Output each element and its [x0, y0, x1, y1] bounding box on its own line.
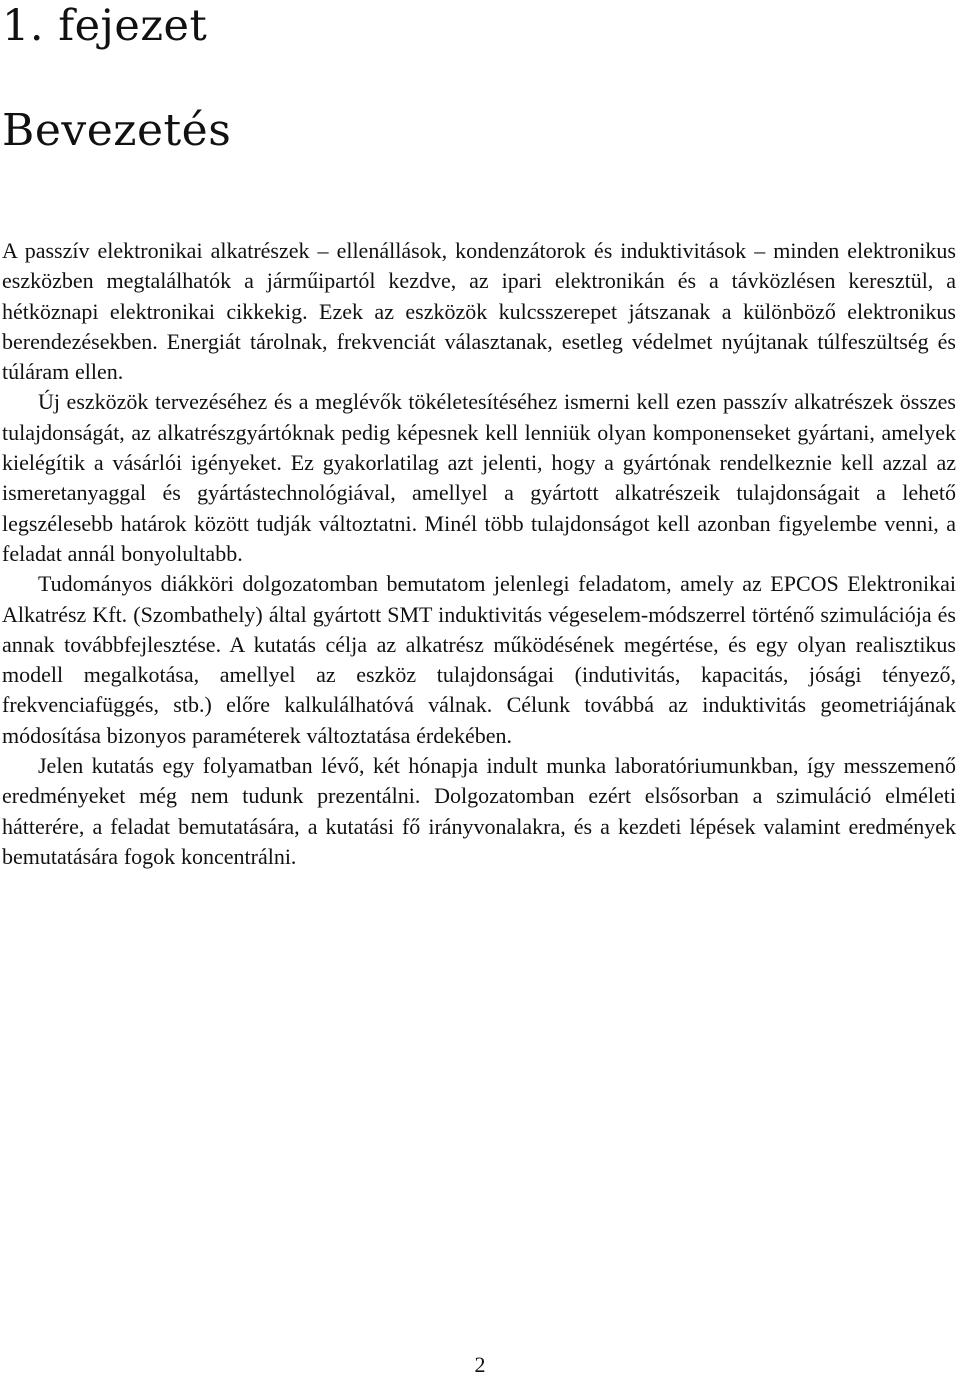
paragraph-intro: A passzív elektronikai alkatrészek – ellenállások, kondenzátorok és induktivitások – minden elektronikus eszközben megtalálhatók a járműipartól kezdve, az ipari elektronikán és a távközlésen keresztül, a hétköznapi elektronikai cikkekig. Ezek az eszközök kulcsszerepet játszanak a különböző elektronikus berendezésekben. Energiát tárolnak, frekvenciát választanak, esetleg védelmet nyújtanak túlfeszültség és túláram ellen. — [2, 238, 956, 385]
page-number: 2 — [474, 1352, 486, 1377]
document-page — [2, 0, 956, 1378]
body-text — [2, 236, 956, 872]
chapter-title: Bevezetés — [2, 105, 232, 156]
paragraph-requirements: Új eszközök tervezéséhez és a meglévők tökéletesítéséhez ismerni kell ezen passzív alkatrészek összes tulajdonságát, az alkatrészgyártóknak pedig képesnek kell lenniük olyan komponenseket gyártani, amelyek kielégítik a vásárlói igényeket. Ez gyakorlatilag azt jelenti, hogy a gyártónak rendelkeznie kell azzal az ismeretanyaggal és gyártástechnológiával, amellyel a gyártott alkatrészeik tulajdonságait a lehető legszélesebb határok között tudják változtatni. Minél több tulajdonságot kell azonban figyelembe venni, a feladat annál bonyolultabb. — [2, 389, 956, 566]
paragraph-scope: Jelen kutatás egy folyamatban lévő, két hónapja indult munka laboratóriumunkban, így messzemenő eredményeket még nem tudunk prezentálni. Dolgozatomban ezért elsősorban a szimuláció elméleti hátterére, a feladat bemutatására, a kutatási fő irányvonalakra, és a kezdeti lépések valamint eredmények bemutatására fogok koncentrálni. — [2, 753, 956, 869]
chapter-number: 1. fejezet — [2, 1, 208, 51]
paragraph-research-goal: Tudományos diákköri dolgozatomban bemutatom jelenlegi feladatom, amely az EPCOS Elektronikai Alkatrész Kft. (Szombathely) által gyártott SMT induktivitás végeselem-módszerrel történő szimulációja és annak továbbfejlesztése. A kutatás célja az alkatrész működésének megértése, és egy olyan realisztikus modell megalkotása, amellyel az eszköz tulajdonságai (indutivitás, kapacitás, jósági tényező, frekvenciafüggés, stb.) előre kalkulálhatóvá válnak. Célunk továbbá az induktivitás geometriájának módosítása bizonyos paraméterek változtatása érdekében. — [2, 571, 956, 748]
